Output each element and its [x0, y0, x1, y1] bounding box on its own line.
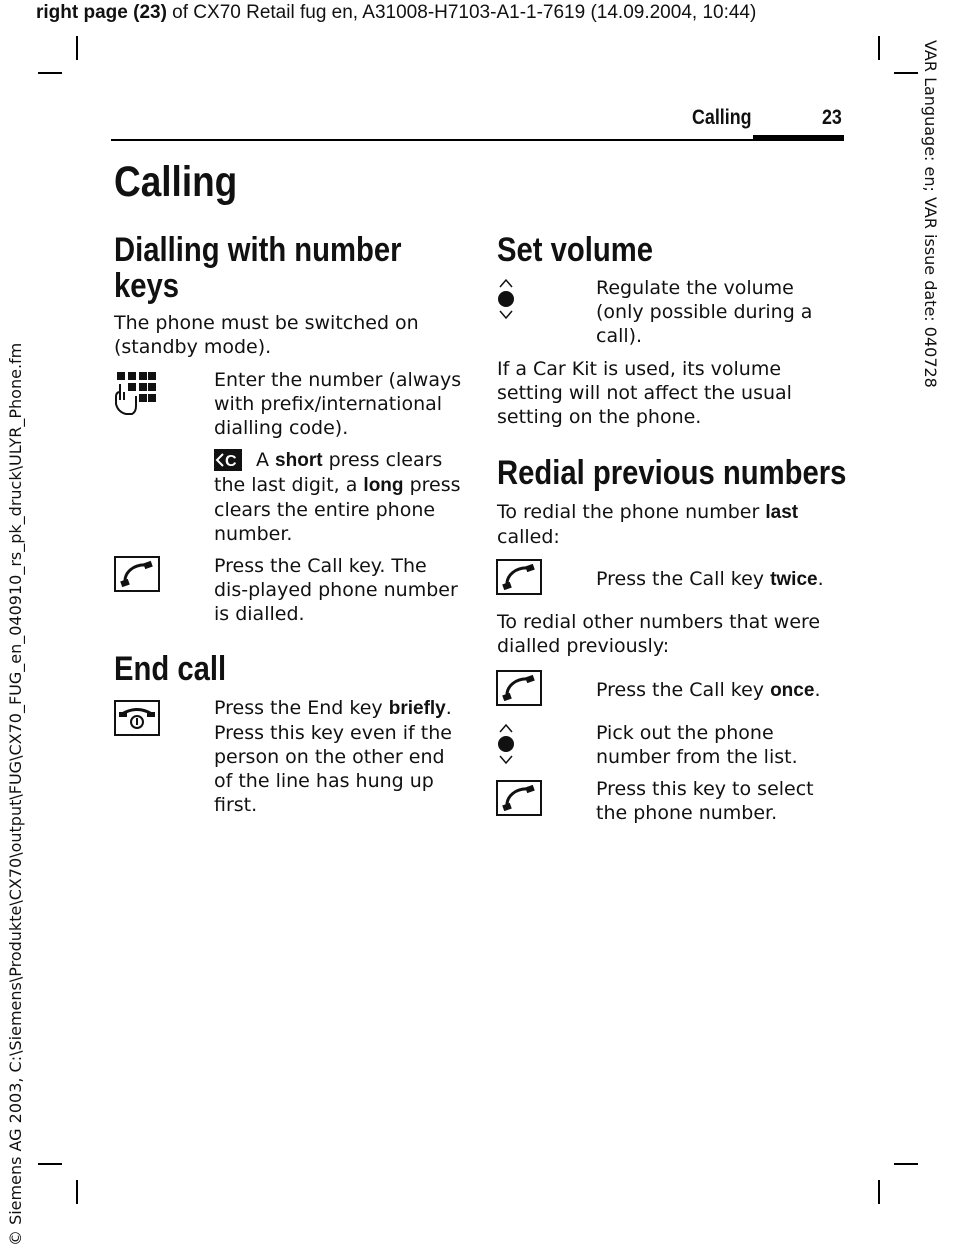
crop-mark	[38, 1163, 62, 1165]
redial-select: Press this key to select the phone number.	[596, 778, 814, 824]
running-header-page: 23	[822, 106, 842, 129]
navigation-key-icon	[496, 722, 516, 766]
crop-mark	[76, 36, 78, 60]
print-header	[36, 2, 756, 24]
clear-short: short	[275, 450, 323, 471]
page-title: Calling	[114, 158, 238, 206]
print-header-bold: right page (23)	[36, 2, 167, 23]
header-rule-accent	[753, 135, 844, 141]
svg-text:C: C	[225, 453, 237, 470]
end-key-icon	[114, 700, 160, 736]
redial-intro-pre: To redial the phone number	[497, 501, 766, 523]
end-call-bold: briefly	[388, 698, 446, 719]
crop-mark	[76, 1180, 78, 1204]
end-call-post: . Press this key even if the person on the other end of the line has hung up first.	[214, 697, 452, 816]
call-key-icon	[496, 780, 542, 816]
crop-mark	[878, 1180, 880, 1204]
volume-note: If a Car Kit is used, its volume setting will not affect the usual setting on the phone.	[497, 358, 792, 428]
redial-once	[596, 678, 846, 703]
dialling-step-enter: Enter the number (always with prefix/international dialling code).	[214, 369, 462, 439]
redial-intro	[497, 500, 842, 549]
end-call-desc	[214, 696, 462, 817]
heading-dialling: Dialling with number keys	[114, 231, 402, 305]
dialling-intro: The phone must be switched on (standby mode).	[114, 312, 419, 358]
redial-intro-bold: last	[765, 502, 799, 523]
navigation-key-icon	[496, 277, 516, 321]
clear-mid: press clears the last digit, a	[214, 449, 443, 496]
redial-other-intro: To redial other numbers that were dialled previously:	[497, 611, 821, 657]
redial-pick: Pick out the phone number from the list.	[596, 722, 798, 768]
end-call-pre: Press the End key	[214, 697, 389, 719]
redial-twice-pre: Press the Call key	[596, 568, 771, 590]
print-header-rest: of CX70 Retail fug en, A31008-H7103-A1-1-7619 (14.09.2004, 10:44)	[166, 2, 757, 23]
redial-twice-bold: twice	[770, 569, 818, 590]
call-key-icon	[114, 556, 160, 592]
keypad-icon	[114, 370, 158, 416]
running-header-title: Calling	[692, 106, 752, 129]
clear-end: press clears the entire phone number.	[214, 474, 461, 545]
crop-mark	[38, 72, 62, 74]
call-key-icon	[496, 670, 542, 706]
redial-twice-post: .	[817, 568, 824, 590]
crop-mark	[894, 1163, 918, 1165]
redial-once-bold: once	[770, 680, 815, 701]
heading-end-call: End call	[114, 650, 227, 688]
clear-a: A	[256, 449, 276, 471]
clear-key-desc	[214, 448, 462, 546]
crop-mark	[878, 36, 880, 60]
heading-set-volume: Set volume	[497, 231, 653, 269]
dialling-step-call: Press the Call key. The dis-played phone number is dialled.	[214, 555, 458, 625]
volume-step: Regulate the volume (only possible during a call).	[596, 277, 813, 347]
redial-intro-post: called:	[497, 526, 560, 548]
heading-redial: Redial previous numbers	[497, 454, 847, 492]
crop-mark	[894, 72, 918, 74]
clear-long: long	[363, 475, 404, 496]
redial-once-pre: Press the Call key	[596, 679, 771, 701]
redial-once-post: .	[814, 679, 821, 701]
redial-twice	[596, 567, 846, 592]
header-rule	[111, 139, 844, 141]
side-info-right: VAR Language: en; VAR issue date: 040728	[921, 40, 940, 388]
call-key-icon	[496, 559, 542, 595]
side-info-left: © Siemens AG 2003, C:\Siemens\Produkte\CX70\output\FUG\CX70_FUG_en_040910_rs_pk_druck\ULYR_Phone.fm	[6, 342, 25, 1246]
